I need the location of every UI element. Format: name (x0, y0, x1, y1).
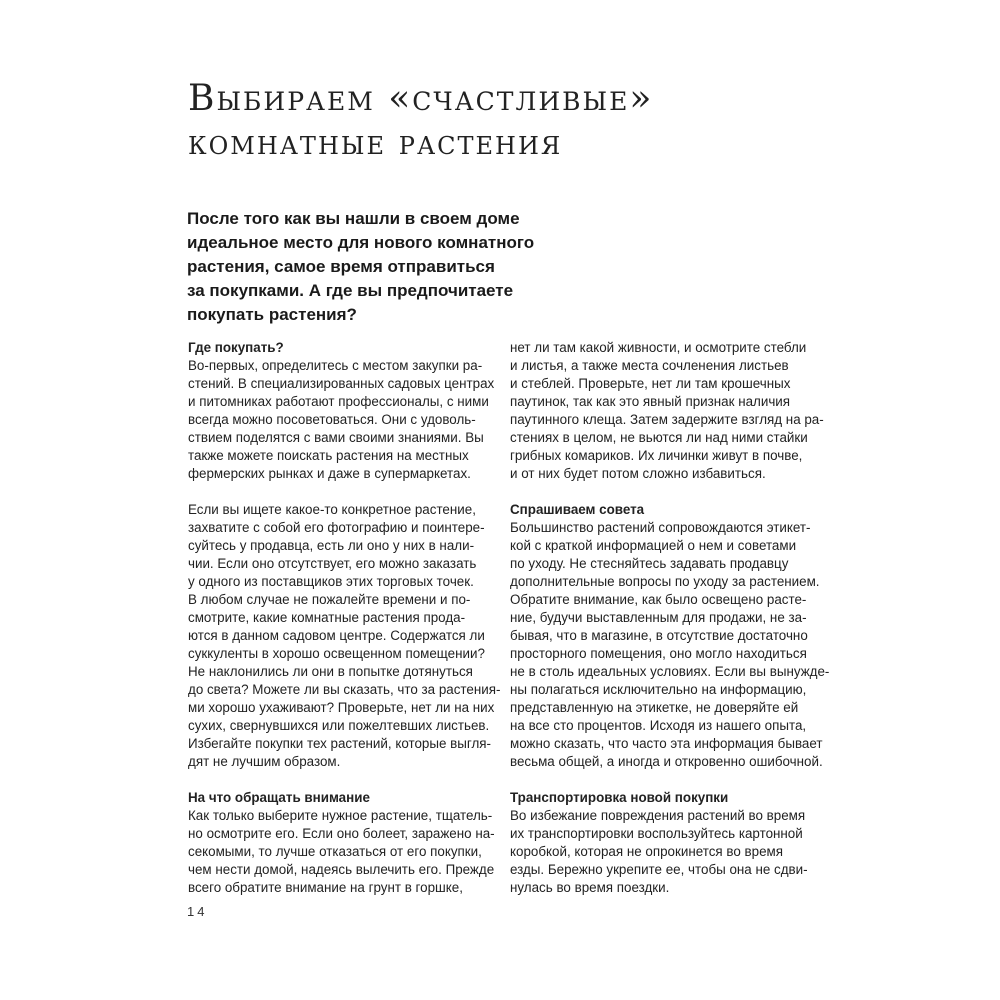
left-column-text-line: ются в данном садовом центре. Содержатся ли (188, 628, 485, 643)
left-column-text-line: дят не лучшим образом. (188, 754, 341, 769)
right-column-paragraph-gap (510, 771, 815, 789)
lead-line: идеальное место для нового комнатного (187, 233, 535, 252)
left-column-heading: Где покупать? (188, 340, 284, 355)
left-column-text-line: всегда можно посоветоваться. Они с удоволь- (188, 412, 476, 427)
left-column-text-line: у одного из поставщиков этих торговых точек. (188, 574, 474, 589)
left-column-text-line: но осмотрите его. Если оно болеет, заражено на- (188, 826, 495, 841)
right-column-text-line: ны полагаться исключительно на информацию, (510, 682, 807, 697)
right-column-text-line: кой с краткой информацией о нем и советами (510, 538, 797, 553)
right-column-text-line: весьма общей, а иногда и откровенно ошибочной. (510, 754, 823, 769)
title-line-2: комнатные растения (188, 123, 563, 163)
left-column-text-line: захватите с собой его фотографию и поинтере- (188, 520, 485, 535)
page-title (188, 76, 653, 166)
left-column-text-line: фермерских рынках и даже в супермаркетах. (188, 466, 471, 481)
left-column-heading: На что обращать внимание (188, 790, 370, 805)
right-column-paragraph-gap (510, 483, 815, 501)
right-column-text-line: грибных комариков. Их личинки живут в почве, (510, 448, 803, 463)
right-column-text-line: Большинство растений сопровождаются этикет- (510, 520, 811, 535)
right-column-text-line: нет ли там какой живности, и осмотрите стебли (510, 340, 807, 355)
left-column-text-line: ми хорошо ухаживают? Проверьте, нет ли на них (188, 700, 495, 715)
left-column-text-line: чем нести домой, надеясь вылечить его. Прежде (188, 862, 495, 877)
lead-line: растения, самое время отправиться (187, 257, 495, 276)
right-column-text-line: езды. Бережно укрепите ее, чтобы она не сдви- (510, 862, 808, 877)
right-column-text-line: бывая, что в магазине, в отсутствие достаточно (510, 628, 808, 643)
right-column-text-line: и листья, а также места сочленения листьев (510, 358, 789, 373)
left-column-text-line: секомыми, то лучше отказаться от его покупки, (188, 844, 482, 859)
right-column-text-line: ние, будучи выставленным для продажи, не за- (510, 610, 807, 625)
left-column-text-line: всего обратите внимание на грунт в горшке, (188, 880, 463, 895)
left-column-text-line: стений. В специализированных садовых центрах (188, 376, 495, 391)
right-column-text-line: паутинного клеща. Затем задержите взгляд на ра- (510, 412, 824, 427)
left-column-text-line: суккуленты в хорошо освещенном помещении? (188, 646, 485, 661)
right-column-text-line: и стеблей. Проверьте, нет ли там крошечных (510, 376, 791, 391)
right-column-text-line: не в столь идеальных условиях. Если вы вынужде- (510, 664, 830, 679)
right-column-text-line: на все сто процентов. Исходя из нашего опыта, (510, 718, 807, 733)
right-column-text-line: стениях в целом, не вьются ли над ними стайки (510, 430, 808, 445)
left-column-text-line: Избегайте покупки тех растений, которые выгля- (188, 736, 492, 751)
left-column-text-line: сухих, свернувшихся или пожелтевших листьев. (188, 718, 490, 733)
left-column-paragraph-gap (188, 771, 493, 789)
page-number: 14 (187, 904, 208, 919)
left-column-text-line: Как только выберите нужное растение, тщатель- (188, 808, 493, 823)
right-text-column (510, 339, 830, 897)
left-text-column (188, 339, 501, 897)
right-column-text-line: по уходу. Не стесняйтесь задавать продавцу (510, 556, 789, 571)
right-column-heading: Спрашиваем совета (510, 502, 645, 517)
right-column-heading: Транспортировка новой покупки (510, 790, 729, 805)
left-column-text-line: Не наклонились ли они в попытке дотянуться (188, 664, 473, 679)
right-column-text-line: коробкой, которая не опрокинется во время (510, 844, 783, 859)
left-column-text-line: Во-первых, определитесь с местом закупки ра- (188, 358, 483, 373)
left-column-text-line: суйтесь у продавца, есть ли оно у них в нали- (188, 538, 475, 553)
right-column-text-line: и от них будет потом сложно избавиться. (510, 466, 766, 481)
right-column-text-line: Обратите внимание, как было освещено расте- (510, 592, 807, 607)
left-column-paragraph-gap (188, 483, 493, 501)
right-column-text-line: можно сказать, что часто эта информация бывает (510, 736, 823, 751)
left-column-text-line: также можете поискать растения на местных (188, 448, 469, 463)
right-column-text-line: просторного помещения, оно могло находиться (510, 646, 807, 661)
title-line-1: Выбираем «счастливые» (188, 78, 654, 119)
right-column-text-line: их транспортировки воспользуйтесь картонной (510, 826, 803, 841)
right-column-text-line: дополнительные вопросы по уходу за растением. (510, 574, 820, 589)
right-column-text-line: Во избежание повреждения растений во время (510, 808, 806, 823)
left-column-text-line: В любом случае не пожалейте времени и по- (188, 592, 471, 607)
left-column-text-line: и питомниках работают профессионалы, с ними (188, 394, 489, 409)
left-column-text-line: смотрите, какие комнатные растения прода- (188, 610, 466, 625)
right-column-text-line: паутинок, так как это явный признак наличия (510, 394, 791, 409)
left-column-text-line: Если вы ищете какое-то конкретное растение, (188, 502, 476, 517)
right-column-text-line: нулась во время поездки. (510, 880, 670, 895)
right-column-text-line: представленную на этикетке, не доверяйте ей (510, 700, 799, 715)
left-column-text-line: до света? Можете ли вы сказать, что за растения- (188, 682, 501, 697)
lead-paragraph (187, 207, 547, 327)
left-column-text-line: ствием поделятся с вами своими знаниями. Вы (188, 430, 484, 445)
lead-line: После того как вы нашли в своем доме (187, 209, 520, 228)
left-column-text-line: чии. Если оно отсутствует, его можно заказать (188, 556, 477, 571)
lead-line: покупать растения? (187, 305, 357, 324)
lead-line: за покупками. А где вы предпочитаете (187, 281, 514, 300)
